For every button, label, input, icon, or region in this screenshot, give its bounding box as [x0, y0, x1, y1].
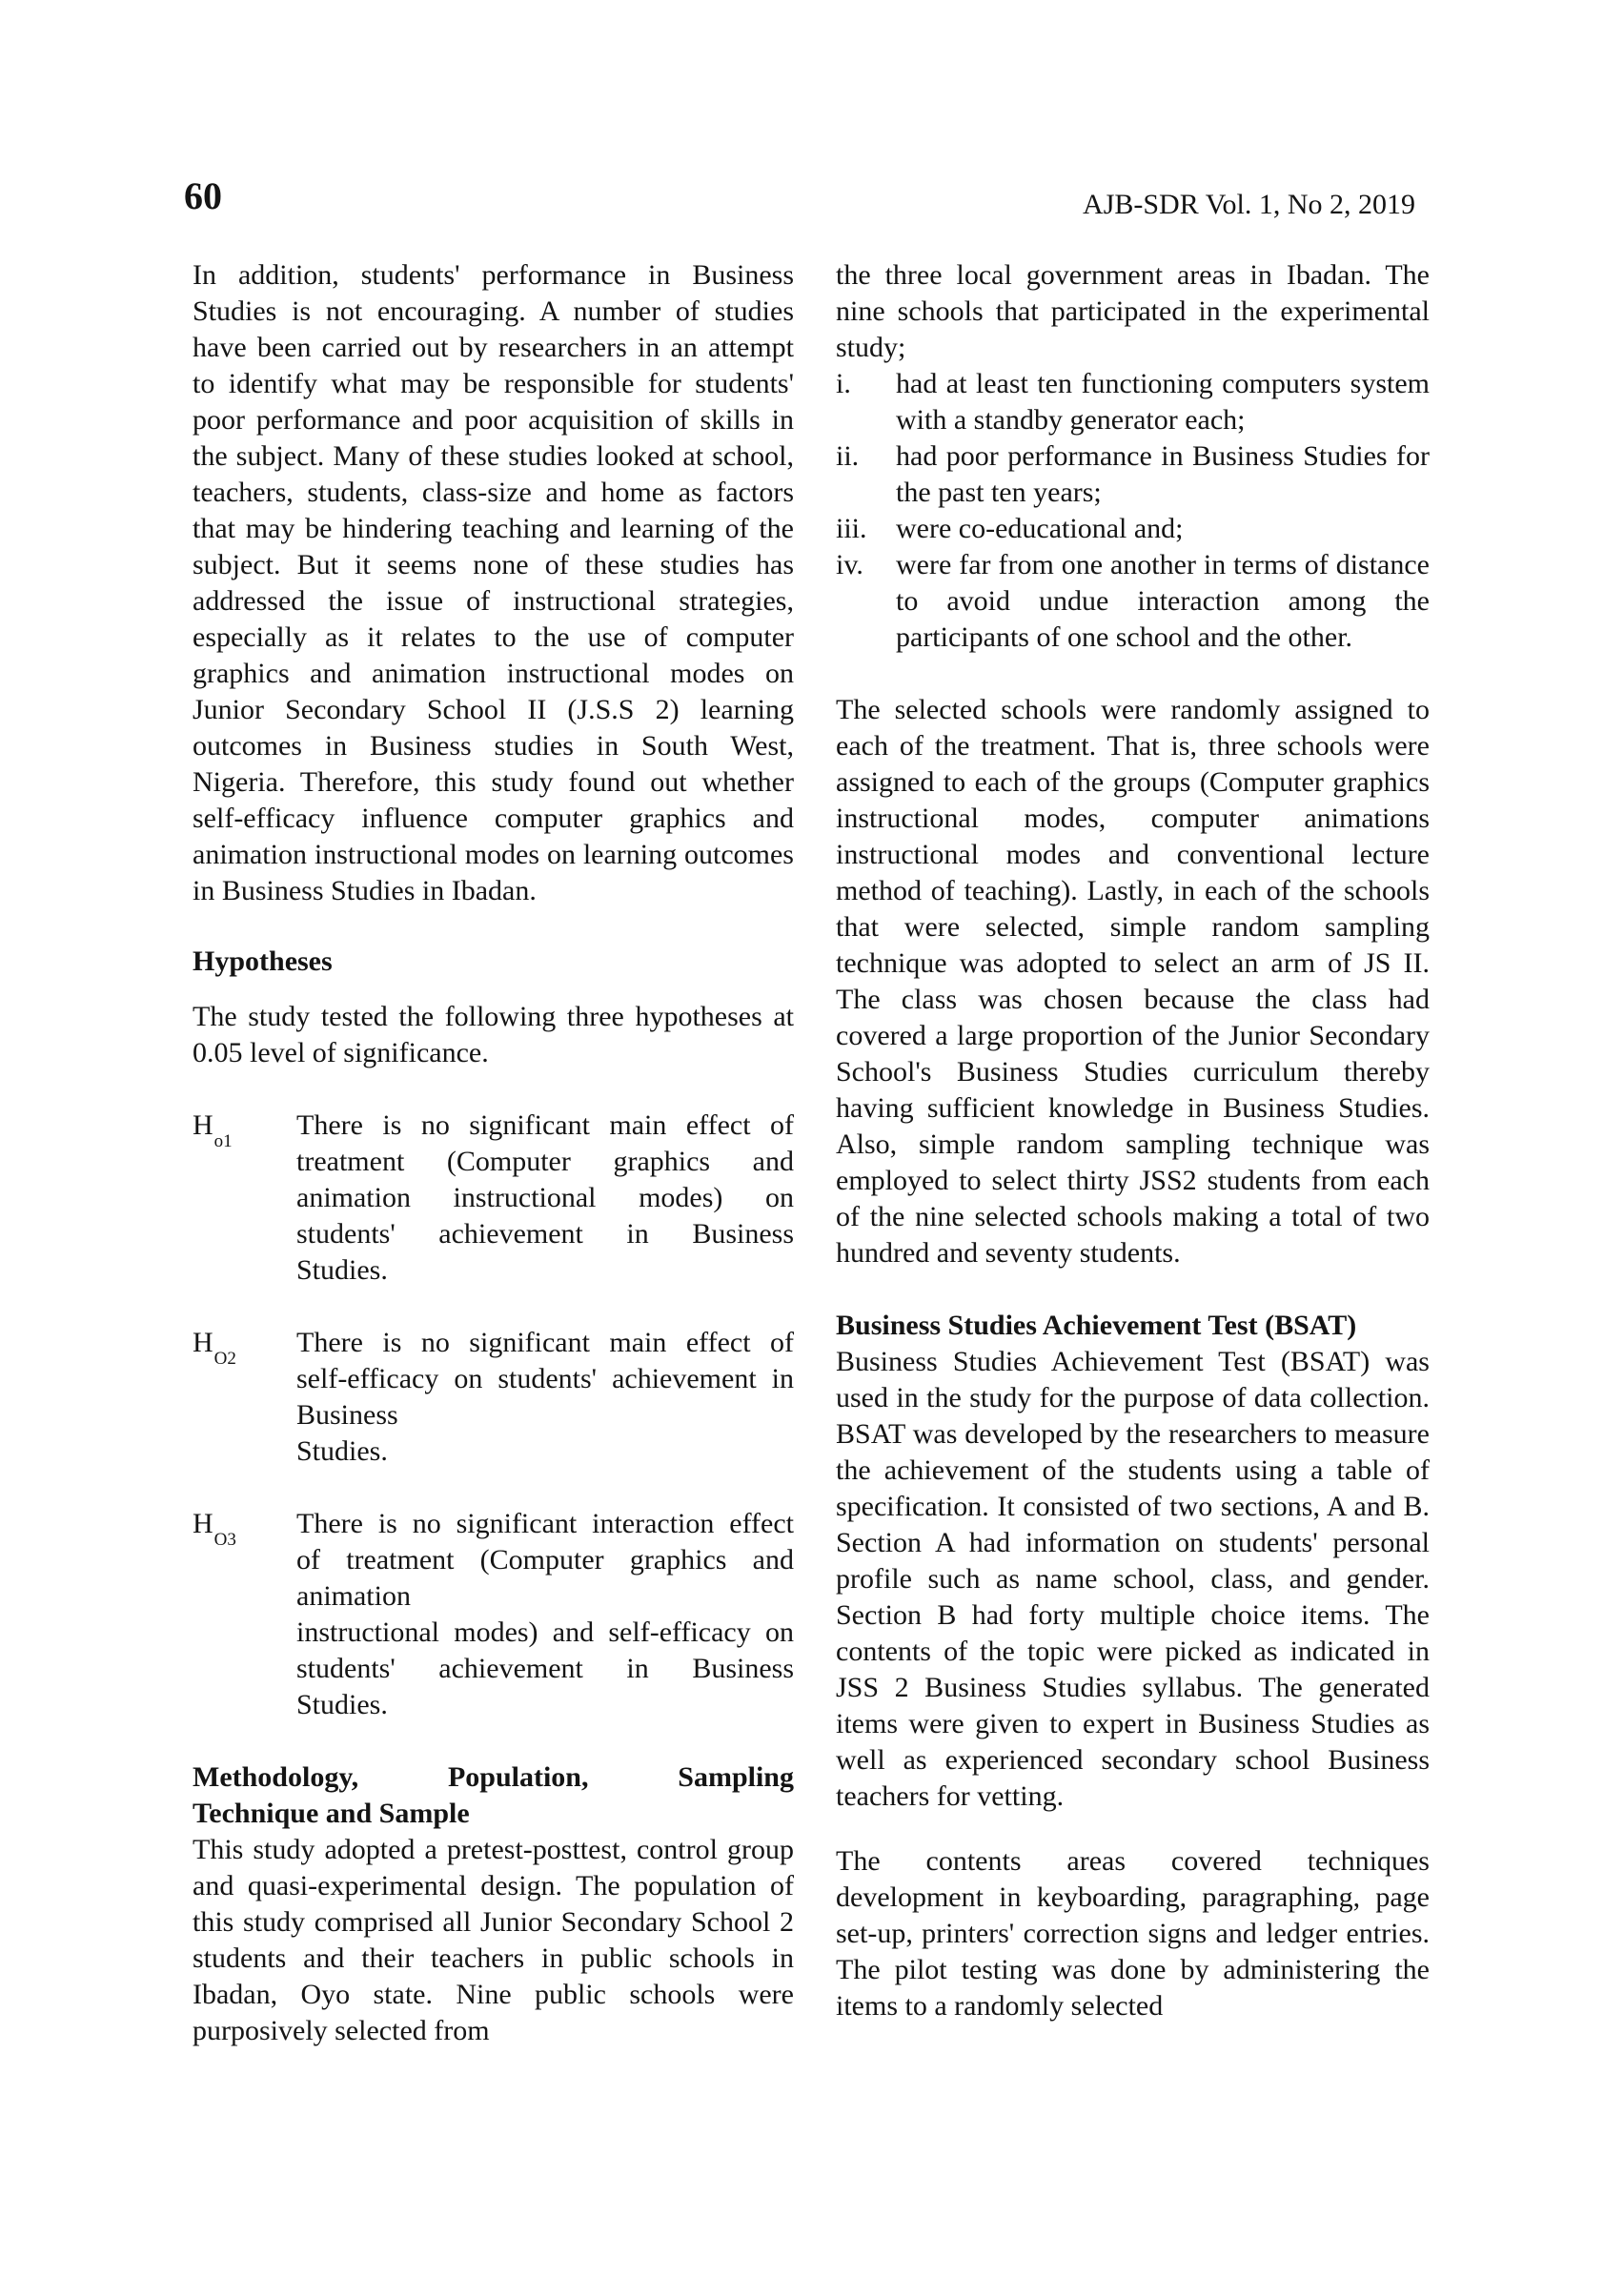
hypothesis-item-2: [193, 1325, 794, 1470]
hypothesis-item-1: [193, 1108, 794, 1289]
methodology-heading: Methodology, Population, Sampling Technique and Sample: [193, 1761, 794, 1829]
paragraph-introduction: In addition, students' performance in Business Studies is not encouraging. A number of studies have been carried out by researchers in an attempt to identify what may be responsible for students' poor performance and poor acquisition of skills in the subject. Many of these studies looked at school, teachers, students, class-size and home as factors that may be hindering teaching and learning of the subject. But it seems none of these studies has addressed the issue of instructional strategies, especially as it relates to the use of computer graphics and animation instructional modes on Junior Secondary School II (J.S.S 2) learning outcomes in Business studies in South West, Nigeria. Therefore, this study found out whether self-efficacy influence computer graphics and animation instructional modes on learning outcomes in Business Studies in Ibadan.: [193, 259, 794, 906]
criterion-item-4: [836, 547, 1430, 656]
hypotheses-intro: The study tested the following three hypotheses at 0.05 level of significance.: [193, 1001, 794, 1068]
hypothesis-label-subscript: O2: [213, 1349, 236, 1369]
criterion-text-3: were co-educational and;: [896, 513, 1184, 544]
hypothesis-text-2: There is no significant main effect of self-efficacy on students' achievement in Business Studies.: [296, 1327, 794, 1467]
hypothesis-text-3: There is no significant interaction effect of treatment (Computer graphics and animation instructional modes) and self-efficacy on students' achievement in Business Studies.: [296, 1508, 794, 1720]
hypotheses-heading: Hypotheses: [193, 945, 333, 977]
criterion-marker-2: ii.: [836, 440, 860, 472]
hypothesis-item-3: [193, 1506, 794, 1723]
right-column: [836, 257, 1430, 2024]
journal-reference: AJB-SDR Vol. 1, No 2, 2019: [1083, 189, 1415, 220]
hypothesis-label-subscript: o1: [213, 1131, 233, 1151]
paragraph-schools: the three local government areas in Ibadan. The nine schools that participated in the experimental study;: [836, 259, 1430, 363]
hypothesis-label-base: H: [193, 1327, 213, 1358]
hypothesis-text-1: There is no significant main effect of treatment (Computer graphics and animation instructional modes) on students' achievement in Business Studies.: [296, 1109, 794, 1286]
criterion-text-2: had poor performance in Business Studies for the past ten years;: [896, 440, 1430, 508]
criterion-item-2: [836, 438, 1430, 511]
criterion-marker-3: iii.: [836, 513, 867, 544]
paragraph-bsat: Business Studies Achievement Test (BSAT) was used in the study for the purpose of data collection. BSAT was developed by the researchers to measure the achievement of the students using a table of specification. It consisted of two sections, A and B. Section A had information on students' personal profile such as name school, class, and gender. Section B had forty multiple choice items. The contents of the topic were picked as indicated in JSS 2 Business Studies syllabus. The generated items were given to expert in Business Studies as well as experienced secondary school Business teachers for vetting.: [836, 1346, 1430, 1812]
hypothesis-label-base: H: [193, 1109, 213, 1141]
hypothesis-label-3: [193, 1506, 296, 1723]
criterion-marker-4: iv.: [836, 549, 863, 580]
paragraph-contents: The contents areas covered techniques development in keyboarding, paragraphing, page set-up, printers' correction signs and ledger entries. The pilot testing was done by administering the items to a randomly selected: [836, 1845, 1430, 2022]
criterion-text-4: were far from one another in terms of distance to avoid undue interaction among the participants of one school and the other.: [896, 549, 1430, 653]
page-number: 60: [184, 174, 222, 217]
paragraph-methodology: This study adopted a pretest-posttest, control group and quasi-experimental design. The population of this study comprised all Junior Secondary School 2 students and their teachers in public schools in Ibadan, Oyo state. Nine public schools were purposively selected from: [193, 1834, 794, 2046]
hypothesis-label-1: [193, 1108, 296, 1289]
criterion-text-1: had at least ten functioning computers system with a standby generator each;: [896, 368, 1430, 436]
hypothesis-label-base: H: [193, 1508, 213, 1539]
criterion-item-1: [836, 366, 1430, 438]
bsat-heading: Business Studies Achievement Test (BSAT): [836, 1310, 1357, 1341]
hypothesis-label-subscript: O3: [213, 1530, 236, 1550]
criterion-marker-1: i.: [836, 368, 851, 399]
paragraph-assignment: The selected schools were randomly assigned to each of the treatment. That is, three schools were assigned to each of the groups (Computer graphics instructional modes, computer animations instructional modes and conventional lecture method of teaching). Lastly, in each of the schools that were selected, simple random sampling technique was adopted to select an arm of JS II. The class was chosen because the class had covered a large proportion of the Junior Secondary School's Business Studies curriculum thereby having sufficient knowledge in Business Studies. Also, simple random sampling technique was employed to select thirty JSS2 students from each of the nine selected schools making a total of two hundred and seventy students.: [836, 694, 1430, 1269]
left-column: [193, 257, 794, 2049]
criterion-item-3: [836, 511, 1430, 547]
hypothesis-label-2: [193, 1325, 296, 1470]
